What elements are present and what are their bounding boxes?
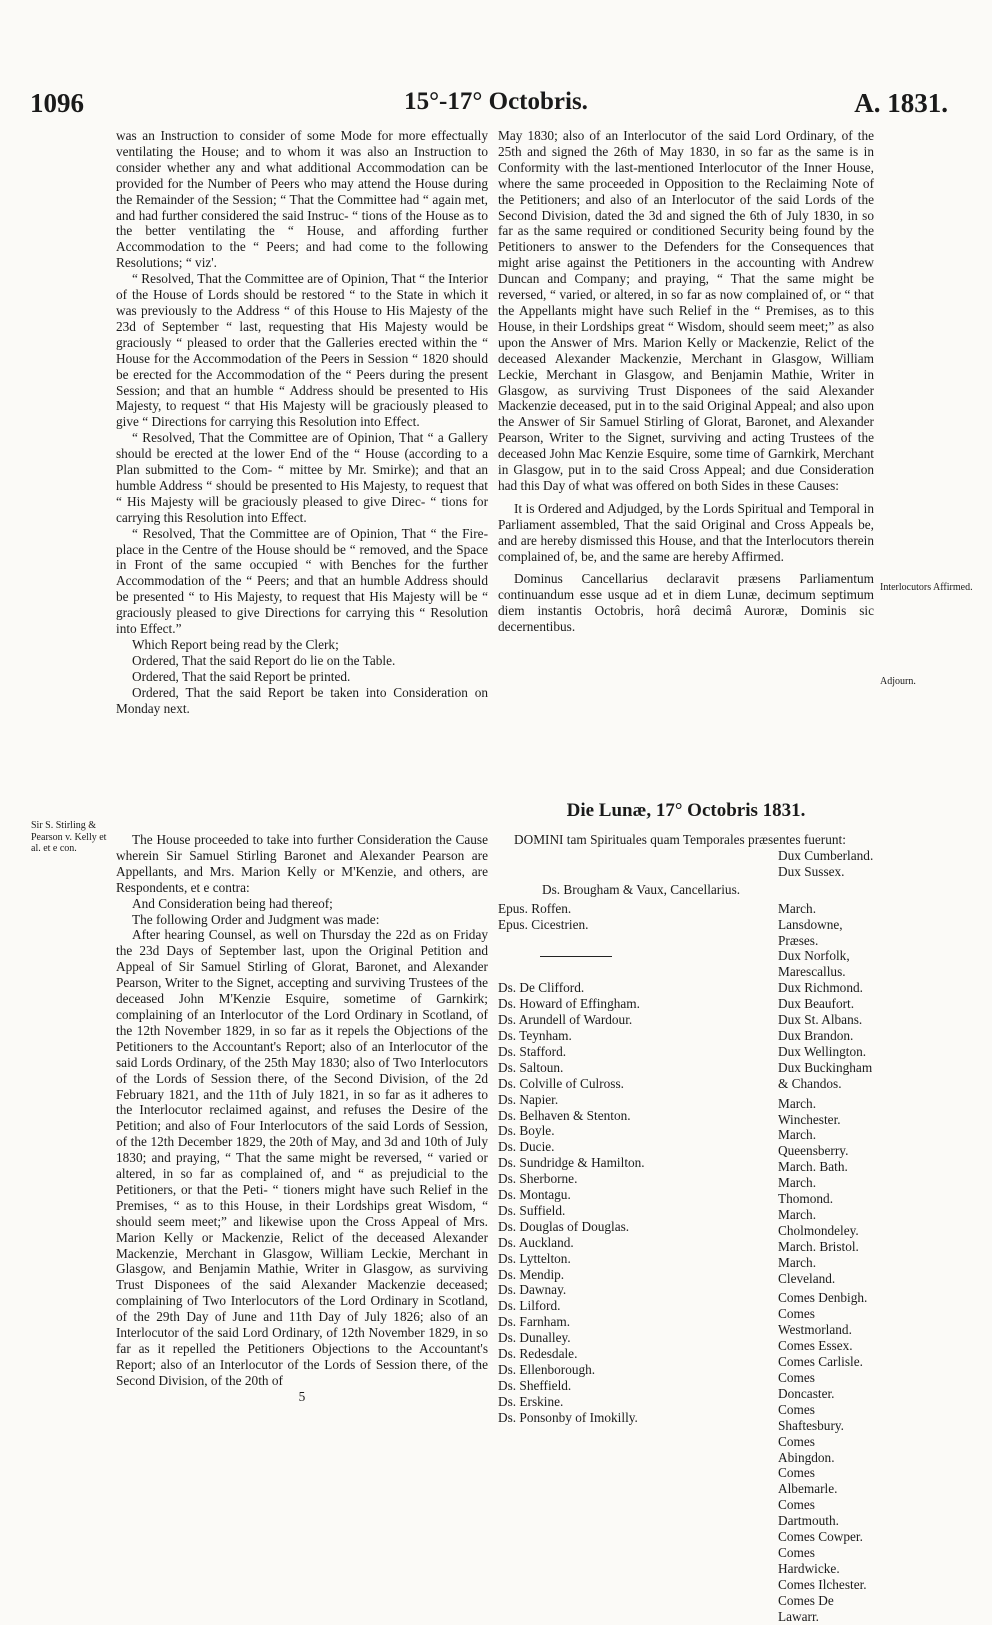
peer-name: Ds. Lyttelton.	[498, 1250, 571, 1266]
appeal-section	[116, 832, 488, 1405]
peer-name: Ds. Sheffield.	[498, 1377, 572, 1393]
peer-name: Ds. Stafford.	[498, 1043, 567, 1059]
peer-name: Dux St. Albans.	[778, 1012, 863, 1028]
peer-name: Ds. Arundell of Wardour.	[498, 1012, 633, 1028]
peer-name: March. Bath.	[778, 1159, 848, 1175]
page-number: 1096	[30, 88, 84, 118]
peer-name: Comes Albemarle.	[778, 1465, 838, 1497]
peer-name: March. Bristol.	[778, 1238, 859, 1254]
marshal-name: Dux Norfolk, Marescallus.	[778, 948, 850, 980]
appeal-body: After hearing Counsel, as well on Thursday the 22d as on Friday the 23d Days of September last, upon the Original Petition and Appeal of Sir Samuel Stirling of Glorat, Baronet, and Alexander Pearson, Writer to the Signet, accepting and surviving Trustees of the deceased John M'Kenzie Esquire, sometime of Garnkirk; complaining of an Interlocutor of the Lord Ordinary in Scotland, of the 12th November 1829, in so far as it repels the Objections of the Petitioners to the Accountant's Report; also of an Interlocutor of the said Lords Ordinary, of the 25th May 1830; also of Two Interlocutors of the Lords of Session there, of the Second Division, of the 2d February 1821, and the 11th of July 1821, in so far as it adheres to the Interlocutor reclaimed against, and refuses the Desire of the Petition; and also of Four Interlocutors of the said Lords of Session, of the 12th December 1829, the 20th of May, and 3d and 10th of July 1830; and praying, “ That the same might be reversed, “ varied or altered, in so far as complained of, and “ as prejudicial to the Petitioners, or that the Peti- “ tioners might have such Relief in the Premises, “ as to this House, in their Lordships great Wisdom, “ should seem meet;” and likewise upon the Cross Appeal of Mrs. Marion Kelly or Mackenzie, Relict of the deceased Alexander Mackenzie, Merchant in Glasgow, William Leckie, Merchant in Glasgow, and Benjamin Mathie, Writer in Glasgow, as surviving Trust Disponees of the said Alexander Mackenzie deceased; complaining of Two Interlocutors of the Lord Ordinary in Scotland, of the 29th Day of June and 11th Day of July 1826; also of an Interlocutor of the said Lord Ordinary, of 12th November 1829, in so far as it repelled the Petitioners Objections to the Accountant's Report; also of an Interlocutor of the Lords of Session there, of the Second Division, of the 20th of	[116, 927, 488, 1388]
page-date-heading: 15°-17° Octobris.	[404, 88, 588, 115]
peer-name: March. Winchester.	[778, 1095, 841, 1127]
peer-name: Comes Carlisle.	[778, 1354, 863, 1370]
peer-name: Comes Essex.	[778, 1338, 853, 1354]
peer-name: Ds. Redesdale.	[498, 1346, 578, 1362]
peer-name: Dux Buckingham & Chandos.	[778, 1059, 873, 1091]
appeal-line: The following Order and Judgment was made:	[132, 911, 380, 927]
peer-name: Comes Ilchester.	[778, 1576, 867, 1592]
report-resolution: “ Resolved, That the Committee are of Opinion, That “ a Gallery should be erected at the lower End of the “ House (according to a Plan submitted to the Com- “ mittee by Mr. Smirke); and that an humble Address “ should be presented to His Majesty, to request that “ His Majesty will be graciously pleased to give Direc- “ tions for carrying this Resolution into Effect.	[116, 430, 488, 525]
peer-name: Ds. Montagu.	[498, 1187, 571, 1203]
margin-note-case: Sir S. Stirling & Pearson v. Kelly et al. et e con.	[31, 820, 107, 854]
peer-name: Ds. Dunalley.	[498, 1330, 571, 1346]
peer-name: Ds. Farnham.	[498, 1314, 571, 1330]
peer-name: March. Cholmondeley.	[778, 1206, 859, 1238]
appeal-line: And Consideration being had thereof;	[132, 895, 333, 911]
peer-name: Ds. Howard of Effingham.	[498, 996, 640, 1012]
peer-name: Ds. Auckland.	[498, 1234, 574, 1250]
peer-name: Ds. Saltoun.	[498, 1059, 564, 1075]
peer-name: Ds. Belhaven & Stenton.	[498, 1107, 631, 1123]
president-name: March. Lansdowne, Præses.	[778, 900, 843, 948]
peer-name: Comes Westmorland.	[778, 1306, 852, 1338]
peer-name: March. Cleveland.	[778, 1254, 836, 1286]
report-resolution: “ Resolved, That the Committee are of Opinion, That “ the Interior of the House of Lords should be restored “ to the State in which it was previously to the Address “ of this House to His Majesty of the 23d of September “ last, requesting that His Majesty would be graciously “ pleased to order that the Galleries erected within the “ House for the Accommodation of the Peers in Session “ 1820 should be erected for the Accommodation of the “ Peers during the present Session; and that an humble “ Address should be presented to His Majesty, to request “ that His Majesty will be graciously pleased to give “ Directions for carrying this Resolution into Effect.	[116, 271, 488, 430]
peer-name: Ds. De Clifford.	[498, 980, 585, 996]
peer-name: Ds. Dawnay.	[498, 1282, 567, 1298]
sitting-section	[498, 800, 874, 1625]
peer-name: Ds. Suffield.	[498, 1202, 566, 1218]
peer-name: Ds. Mendip.	[498, 1266, 565, 1282]
appeal-continuation	[498, 128, 874, 635]
report-resolution: “ Resolved, That the Committee are of Opinion, That “ the Fire-place in the Centre of the House should be “ removed, and the Space in Front of the same occupied “ with Benches for the further Accommodation of the “ Peers; and that an humble Address should be presented “ to His Majesty, to request that His Majesty will be “ graciously pleased to give Directions for carrying this “ Resolution into Effect.”	[116, 525, 488, 637]
present-line: DOMINI tam Spirituales quam Temporales præsentes fuerunt:	[514, 832, 846, 847]
peer-name: March. Queensberry.	[778, 1127, 849, 1159]
peer-name: Dux Cumberland.	[778, 847, 874, 863]
peer-name: Dux Richmond.	[778, 980, 863, 996]
signature-mark: 5	[298, 1388, 306, 1404]
judgment-text: It is Ordered and Adjudged, by the Lords Spiritual and Temporal in Parliament assembled, That the said Original and Cross Appeals be, and are hereby dismissed this House, and that the Interlocutors therein complained of, be, and the same are hereby Affirmed.	[498, 500, 874, 564]
peer-name: Comes Denbigh.	[778, 1290, 868, 1306]
peer-name: Epus. Roffen.	[498, 900, 572, 916]
peer-name: Ds. Colville of Culross.	[498, 1075, 624, 1091]
peer-name: Comes Cowper.	[778, 1529, 863, 1545]
peer-name: Dux Sussex.	[778, 863, 845, 879]
peer-name: Ds. Sundridge & Hamilton.	[498, 1155, 645, 1171]
peer-name: Comes Hardwicke.	[778, 1544, 840, 1576]
peer-name: Ds. Napier.	[498, 1091, 559, 1107]
report-line: Which Report being read by the Clerk;	[132, 637, 339, 652]
peer-name: March. Thomond.	[778, 1175, 834, 1207]
appeal-continuation-text: May 1830; also of an Interlocutor of the said Lord Ordinary, of the 25th and signed the 26th of May 1830, in so far as the same is in Conformity with the last-mentioned Interlocutor of the Inner House, where the same proceeded in Opposition to the Reclaiming Note of the Petitioners; and also of an Interlocutor of the said Lords of the Second Division, dated the 3d and signed the 6th of July 1830, in so far as the same required or conditioned Security being found by the Petitioners to answer to the Defenders for the Consequences that might arise against the Petitioners in the accounting with Andrew Duncan and Company; and praying, “ That the same might be reversed, “ varied, or altered, in so far as now complained of, or “ that the Appellants might have such Relief in the “ Premises, as to this House, in their Lordships great “ Wisdom, should seem meet;” as also upon the Answer of Mrs. Marion Kelly or Mackenzie, Relict of the deceased Alexander Mackenzie, Merchant in Glasgow, William Leckie, Merchant in Glasgow, and Benjamin Mathie, Writer in Glasgow, as surviving Trust Disponees of the said Alexander Mackenzie deceased, put in to the said Original Appeal; and also upon the Answer of Sir Samuel Stirling of Glorat, Baronet, and Alexander Pearson, Writer to the Signet, surviving and acting Trustees of the deceased John Mac Kenzie Esquire, some time of Garnkirk, Merchant in Glasgow, put in to the said Cross Appeal; and due Consideration had this Day of what was offered on both Sides in these Causes:	[498, 128, 874, 493]
peer-name: Ds. Lilford.	[498, 1298, 561, 1314]
peer-name: Comes Shaftesbury.	[778, 1401, 844, 1433]
peer-name: Epus. Cicestrien.	[498, 916, 589, 932]
higher-peers-column	[778, 980, 874, 1624]
section-rule	[540, 956, 612, 957]
chancellor-name: Ds. Brougham & Vaux, Cancellarius.	[542, 881, 741, 897]
peer-name: Ds. Ponsonby of Imokilly.	[498, 1409, 638, 1425]
margin-note-affirmed: Interlocutors Affirmed.	[880, 582, 973, 593]
peer-name: Ds. Ellenborough.	[498, 1362, 596, 1377]
peer-name: Dux Wellington.	[778, 1043, 867, 1059]
peer-name: Ds. Boyle.	[498, 1123, 555, 1139]
peer-name: Comes Abingdon.	[778, 1433, 835, 1465]
page-year: A. 1831.	[854, 88, 948, 118]
peer-name: Ds. Erskine.	[498, 1393, 564, 1409]
appeal-intro: The House proceeded to take into further Consideration the Cause wherein Sir Samuel Stirling Baronet and Alexander Pearson are Appellants, and Mrs. Marion Kelly or M'Kenzie, and others, are Respondents, et e contra:	[116, 832, 488, 895]
peer-name: Comes Doncaster.	[778, 1370, 835, 1401]
report-order: Ordered, That the said Report be printed.	[132, 668, 351, 684]
barons-column	[498, 980, 778, 1624]
sitting-heading: Die Lunæ, 17° Octobris 1831.	[566, 800, 806, 821]
report-section	[116, 128, 488, 717]
peer-name: Dux Brandon.	[778, 1027, 854, 1043]
report-order: Ordered, That the said Report be taken into Consideration on Monday next.	[116, 684, 488, 716]
report-paragraph: was an Instruction to consider of some Mode for more effectually ventilating the House; and to whom it was also an Instruction to consider whether any and what additional Accommodation can be provided for the Number of Peers who may attend the House during the Remainder of the Session; “ That the Committee had “ again met, and had further considered the said Instruc- “ tions of the House as to the better ventilating the “ House, and affording further Accommodation to the “ Peers; and had come to the following Resolutions; “ viz'.	[116, 128, 488, 271]
peer-name: Ds. Teynham.	[498, 1027, 572, 1043]
attendance-list	[498, 848, 874, 1625]
peer-name: Ds. Douglas of Douglas.	[498, 1218, 630, 1234]
peer-name: Comes Dartmouth.	[778, 1497, 839, 1529]
peer-name: Ds. Ducie.	[498, 1139, 555, 1155]
peer-name: Ds. Sherborne.	[498, 1171, 578, 1187]
report-order: Ordered, That the said Report do lie on the Table.	[132, 652, 396, 668]
margin-note-adjourn: Adjourn.	[880, 676, 916, 687]
peer-name: Comes De Lawarr.	[778, 1592, 834, 1624]
adjournment-text: Dominus Cancellarius declaravit præsens Parliamentum continuandum esse usque ad et in diem Lunæ, decimum septimum diem instantis Octobris, horâ decimâ Auroræ, Dominis sic decernentibus.	[498, 571, 874, 635]
peer-name: Dux Beaufort.	[778, 996, 855, 1012]
